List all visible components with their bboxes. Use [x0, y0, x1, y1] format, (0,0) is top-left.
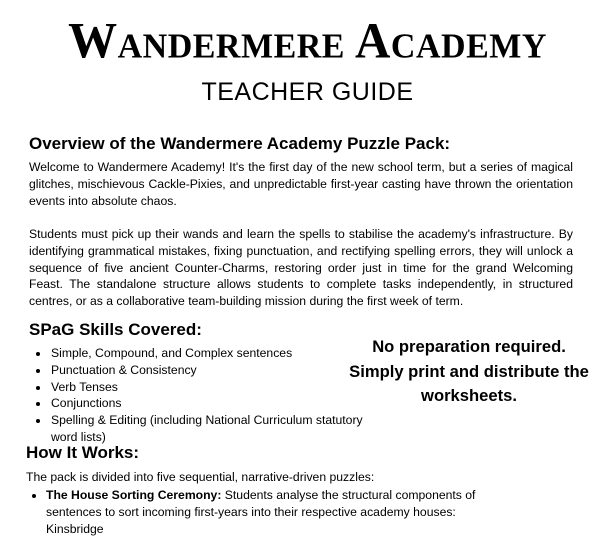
- callout-line-1: No preparation required.: [372, 337, 566, 356]
- skill-item: • Simple, Compound, and Complex sentences: [50, 345, 370, 362]
- skill-item: • Punctuation & Consistency: [50, 362, 370, 379]
- overview-paragraph-2: Students must pick up their wands and learn the spells to stabilise the academy's infrastructure. By identifying grammatical mistakes, fixing punctuation, and rectifying spelling errors, they will unlock a sequence of five ancient Counter-Charms, restoring order just in time for the grand Welcoming Feast. The standalone structure allows students to complete tasks independently, in structured centres, or as a collaborative team-building mission during the first week of term.: [29, 227, 573, 309]
- skill-item: • Conjunctions: [50, 395, 370, 412]
- how-it-works-intro: The pack is divided into five sequential, narrative-driven puzzles:: [26, 470, 375, 484]
- page-subtitle: TEACHER GUIDE: [201, 78, 414, 106]
- overview-paragraph-1: Welcome to Wandermere Academy! It's the first day of the new school term, but a series of magical glitches, mischievous Cackle-Pixies, and unpredictable first-year casting have thrown the orientation events into absolute chaos.: [29, 160, 573, 208]
- how-it-works-heading: How It Works:: [26, 443, 140, 462]
- skill-item: • Verb Tenses: [50, 379, 370, 396]
- callout-line-2: Simply print and distribute the worksheets.: [349, 361, 589, 405]
- skills-list: [30, 345, 370, 446]
- no-prep-callout: [338, 335, 600, 409]
- academy-logo-title: Wandermere Academy: [68, 11, 547, 70]
- puzzle-item: [46, 487, 506, 537]
- skills-heading: SPaG Skills Covered:: [29, 320, 202, 339]
- puzzle-item-text: Students analyse the structural components of sentences to sort incoming first-years into their respective academy houses: Kinsbridge: [46, 488, 476, 536]
- skill-item: • Spelling & Editing (including National Curriculum statutory word lists): [50, 412, 370, 446]
- puzzle-item-title: The House Sorting Ceremony:: [46, 488, 222, 502]
- overview-heading: Overview of the Wandermere Academy Puzzle Pack:: [29, 134, 451, 153]
- puzzle-list: [27, 487, 506, 537]
